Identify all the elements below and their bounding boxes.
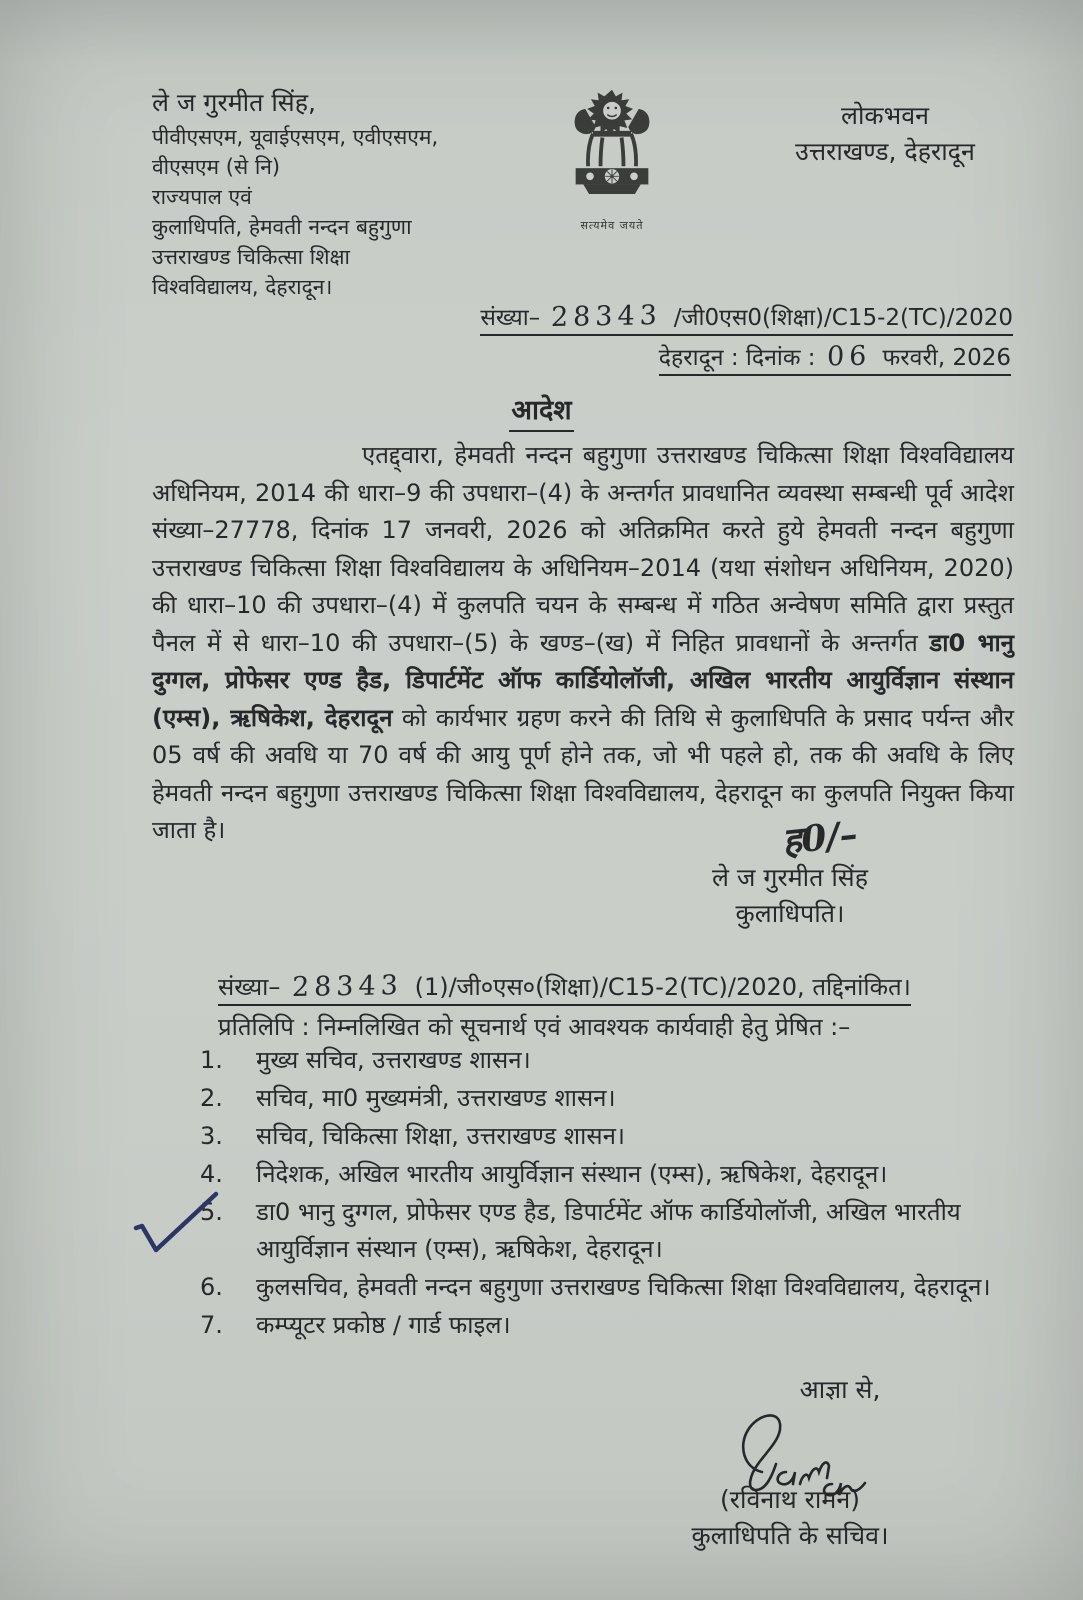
list-item-checked xyxy=(200,1194,1030,1268)
honours-line: वीएसएम (से नि) xyxy=(152,155,281,179)
item-text: निदेशक, अखिल भारतीय आयुर्विज्ञान संस्थान (एम्स), ऋषिकेश, देहरादून। xyxy=(256,1160,888,1188)
item-number: 5. xyxy=(200,1198,223,1226)
item-text: मुख्य सचिव, उत्तराखण्ड शासन। xyxy=(256,1046,531,1074)
title-line: विश्वविद्यालय, देहरादून। xyxy=(152,275,333,299)
signatory-block xyxy=(640,860,940,932)
list-item xyxy=(200,1118,1030,1155)
ref2-label: संख्या– xyxy=(218,973,281,1001)
emblem-motto: सत्यमेव जयते xyxy=(580,219,644,232)
title-line: उत्तराखण्ड चिकित्सा शिक्षा xyxy=(152,245,350,269)
ref-number-handwritten: 28343 xyxy=(550,300,663,333)
honours-line: पीवीएसएम, यूवाईएसएम, एवीएसएम, xyxy=(152,125,439,149)
reference2-line xyxy=(218,970,911,1003)
item-number: 3. xyxy=(200,1122,223,1150)
date-prefix: देहरादून : दिनांक : xyxy=(658,345,816,371)
para-before: एतद्द्वारा, हेमवती नन्दन बहुगुणा उत्तराखण्ड चिकित्सा शिक्षा विश्वविद्यालय अधिनियम, 2014 की धारा–9 की उपधारा–(4) के अन्तर्गत प्रावधानित व्यवस्था सम्बन्धी पूर्व आदेश संख्या–27778, दिनांक 17 जनवरी, 2026 को अतिक्रमित करते हुये हेमवती नन्दन बहुगुणा उत्तराखण्ड चिकित्सा शिक्षा विश्वविद्यालय के अधिनियम–2014 (यथा संशोधन अधिनियम, 2020) की धारा–10 की उपधारा–(4) में कुलपति चयन के सम्बन्ध में गठित अन्वेषण समिति द्वारा प्रस्तुत पैनल में से धारा–10 की उपधारा–(5) के खण्ड–(ख) में निहित प्रावधानों के अन्तर्गत xyxy=(152,441,1014,657)
list-item xyxy=(200,1307,1030,1344)
item-text: सचिव, चिकित्सा शिक्षा, उत्तराखण्ड शासन। xyxy=(256,1122,625,1150)
list-item xyxy=(200,1269,1030,1306)
item-text: सचिव, मा0 मुख्यमंत्री, उत्तराखण्ड शासन। xyxy=(256,1084,616,1112)
date-line xyxy=(659,340,1011,372)
bhavan-name: लोकभवन xyxy=(841,101,929,130)
letterhead-right xyxy=(740,98,1030,170)
secretary-designation: कुलाधिपति के सचिव। xyxy=(691,1521,889,1550)
copy-list-intro: प्रतिलिपि : निम्नलिखित को सूचनार्थ एवं आवश्यक कार्यवाही हेतु प्रेषित :– xyxy=(218,1013,851,1041)
pen-checkmark-icon xyxy=(128,1188,224,1264)
list-item xyxy=(200,1080,1030,1117)
date-rest: फरवरी, 2026 xyxy=(882,345,1011,371)
order-title: आदेश xyxy=(0,390,1083,427)
state-city: उत्तराखण्ड, देहरादून xyxy=(795,137,975,166)
signatory-name: ले ज गुरमीत सिंह xyxy=(712,863,868,892)
item-number: 4. xyxy=(200,1160,223,1188)
item-number: 1. xyxy=(200,1046,223,1074)
item-text: कुलसचिव, हेमवती नन्दन बहुगुणा उत्तराखण्ड चिकित्सा शिक्षा विश्वविद्यालय, देहरादून। xyxy=(256,1273,991,1301)
reference-number-line xyxy=(480,300,1013,332)
signatory-designation: कुलाधिपति। xyxy=(735,899,845,928)
item-number: 2. xyxy=(200,1084,223,1112)
state-emblem-of-india-icon xyxy=(560,84,664,240)
secretary-name: (रविनाथ रामन) xyxy=(720,1485,860,1514)
ref2-number-handwritten: 28343 xyxy=(291,970,404,1003)
governor-name: ले ज गुरमीत सिंह, xyxy=(152,88,316,117)
by-order-text: आज्ञा से, xyxy=(799,1375,881,1404)
item-number: 6. xyxy=(200,1273,223,1301)
secretary-block xyxy=(630,1482,950,1554)
date-day-handwritten: 06 xyxy=(826,340,872,373)
list-item xyxy=(200,1042,1030,1079)
ref-label: संख्या– xyxy=(480,305,541,331)
para-after: को कार्यभार ग्रहण करने की तिथि से कुलाधिपति के प्रसाद पर्यन्त और 05 वर्ष की अवधि या 70 वर्ष की आयु पूर्ण होने तक, जो भी पहले हो, तक की अवधि के लिए हेमवती नन्दन बहुगुणा उत्तराखण्ड चिकित्सा शिक्षा विश्वविद्यालय, देहरादून का कुलपति नियुक्त किया जाता है। xyxy=(152,703,1015,844)
distribution-list xyxy=(200,1042,1030,1345)
list-item xyxy=(200,1156,1030,1193)
item-text: डा0 भानु दुग्गल, प्रोफेसर एण्ड हैड, डिपार्टमेंट ऑफ कार्डियोलॉजी, अखिल भारतीय आयुर्विज्ञान संस्थान (एम्स), ऋषिकेश, देहरादून। xyxy=(256,1198,961,1263)
item-text: कम्प्यूटर प्रकोष्ठ / गार्ड फाइल। xyxy=(256,1311,511,1339)
title-line: राज्यपाल एवं xyxy=(152,185,252,209)
ref-rest: /जी0एस0(शिक्षा)/C15-2(TC)/2020 xyxy=(673,305,1013,331)
order-body-paragraph xyxy=(152,437,1014,850)
title-line: कुलाधिपति, हेमवती नन्दन बहुगुणा xyxy=(152,215,412,239)
appointee-name-bold: डा0 भानु दुग्गल, प्रोफेसर एण्ड हैड, डिपार्टमेंट ऑफ कार्डियोलॉजी, अखिल भारतीय आयुर्विज्ञान संस्थान (एम्स), ऋषिकेश, देहरादून xyxy=(152,628,1014,732)
item-number: 7. xyxy=(200,1311,223,1339)
hast-signature-mark: ह0/– xyxy=(780,813,860,863)
ref2-rest: (1)/जी०एस०(शिक्षा)/C15-2(TC)/2020, तद्दिनांकित। xyxy=(414,973,911,1001)
letterhead-left xyxy=(152,88,492,302)
